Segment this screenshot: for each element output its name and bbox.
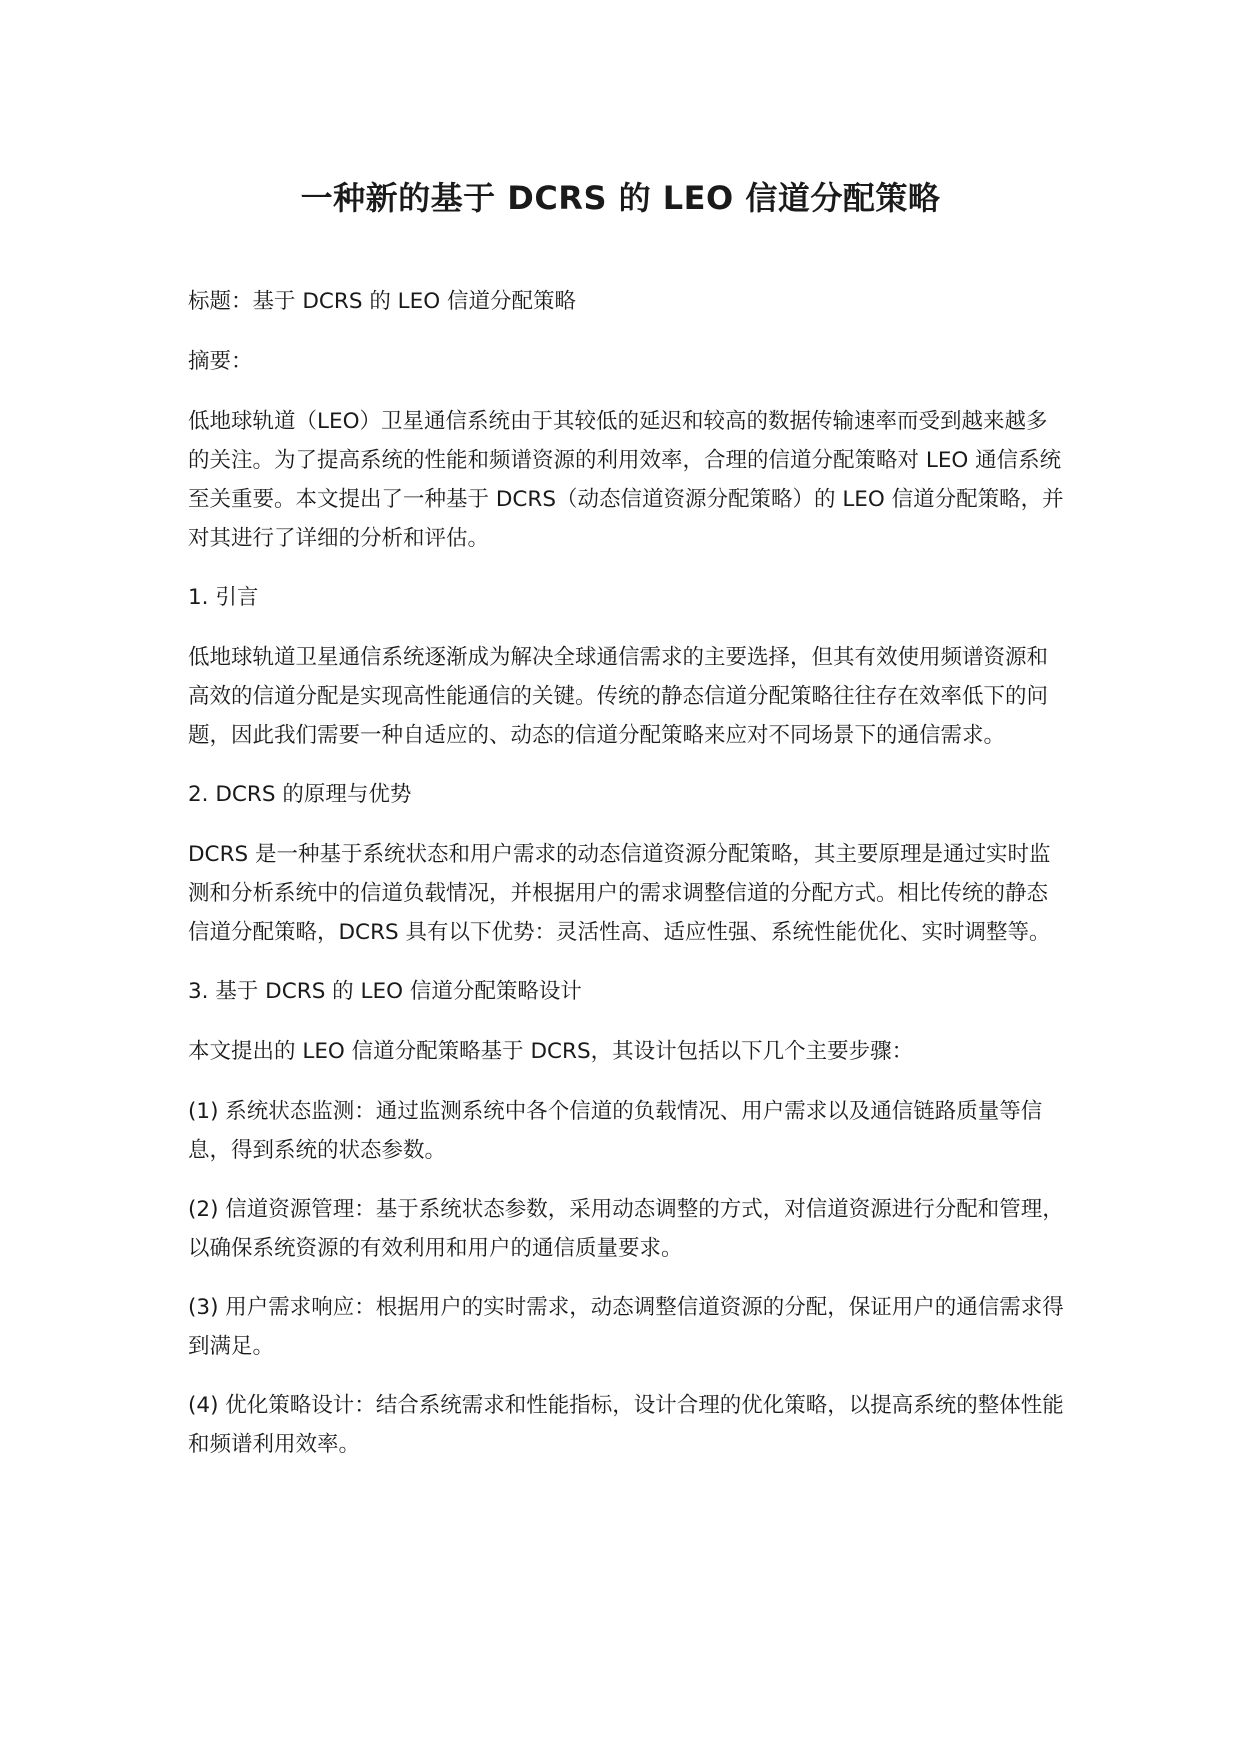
subtitle-line: 标题：基于 DCRS 的 LEO 信道分配策略 — [188, 289, 576, 314]
introduction-paragraph: 低地球轨道卫星通信系统逐渐成为解决全球通信需求的主要选择，但其有效使用频谱资源和高效的信道分配是实现高性能通信的关键。传统的静态信道分配策略往往存在效率低下的问题，因此我们需要一种自适应的、动态的信道分配策略来应对不同场景下的通信需求。 — [188, 645, 1049, 748]
document-body — [188, 282, 1068, 1484]
abstract-heading: 摘要： — [188, 349, 253, 374]
step-4-paragraph: (4) 优化策略设计：结合系统需求和性能指标，设计合理的优化策略，以提高系统的整体性能和频谱利用效率。 — [188, 1393, 1064, 1457]
step-3-paragraph: (3) 用户需求响应：根据用户的实时需求，动态调整信道资源的分配，保证用户的通信需求得到满足。 — [188, 1295, 1064, 1359]
section-heading-dcrs: 2. DCRS 的原理与优势 — [188, 782, 412, 807]
step-1-paragraph: (1) 系统状态监测：通过监测系统中各个信道的负载情况、用户需求以及通信链路质量等信息，得到系统的状态参数。 — [188, 1099, 1043, 1163]
abstract-paragraph: 低地球轨道（LEO）卫星通信系统由于其较低的延迟和较高的数据传输速率而受到越来越多的关注。为了提高系统的性能和频谱资源的利用效率，合理的信道分配策略对 LEO 通信系统至关重要。本文提出了一种基于 DCRS（动态信道资源分配策略）的 LEO 信道分配策略，并对其进行了详细的分析和评估。 — [188, 409, 1064, 551]
section-heading-design: 3. 基于 DCRS 的 LEO 信道分配策略设计 — [188, 979, 582, 1004]
design-intro-paragraph: 本文提出的 LEO 信道分配策略基于 DCRS，其设计包括以下几个主要步骤： — [188, 1039, 914, 1064]
dcrs-paragraph: DCRS 是一种基于系统状态和用户需求的动态信道资源分配策略，其主要原理是通过实时监测和分析系统中的信道负载情况，并根据用户的需求调整信道的分配方式。相比传统的静态信道分配策略，DCRS 具有以下优势：灵活性高、适应性强、系统性能优化、实时调整等。 — [188, 842, 1051, 945]
document-title: 一种新的基于 DCRS 的 LEO 信道分配策略 — [300, 179, 941, 217]
step-2-paragraph: (2) 信道资源管理：基于系统状态参数，采用动态调整的方式，对信道资源进行分配和管理，以确保系统资源的有效利用和用户的通信质量要求。 — [188, 1197, 1064, 1261]
section-heading-introduction: 1. 引言 — [188, 585, 259, 610]
